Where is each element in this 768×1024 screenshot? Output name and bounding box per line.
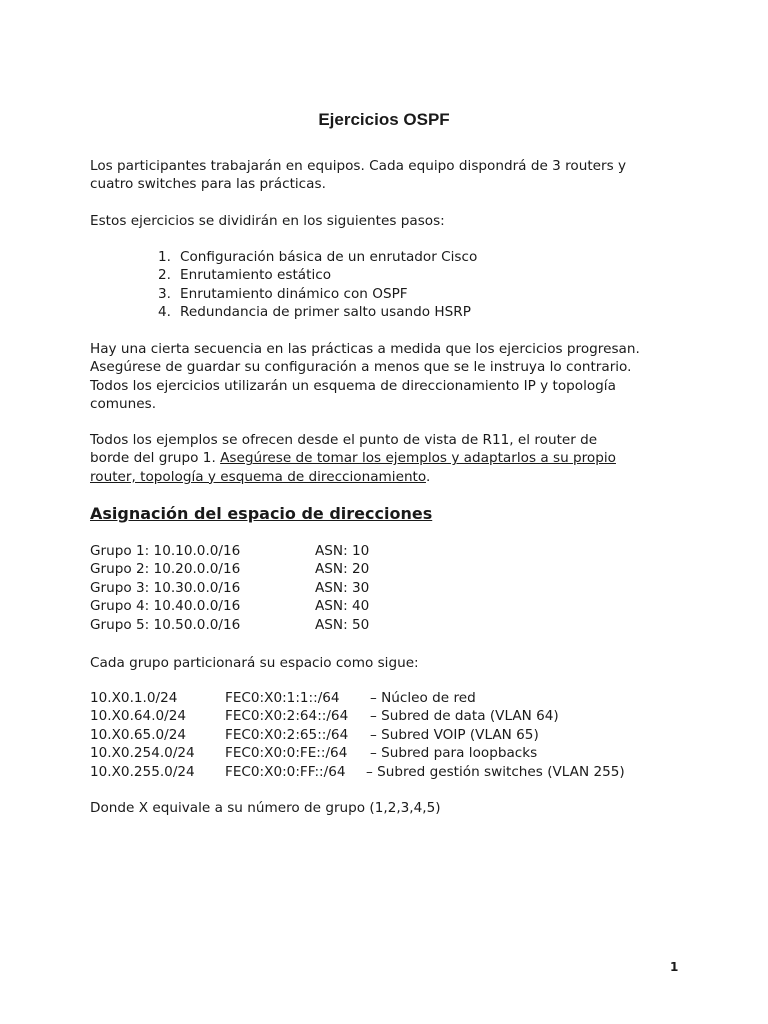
group-label: Grupo 3: 10.30.0.0/16 xyxy=(90,579,241,596)
subnet-description: – Subred gestión switches (VLAN 255) xyxy=(366,763,625,780)
examples-text: borde del grupo 1. xyxy=(90,450,221,467)
ipv6-prefix: FEC0:X0:1:1::/64 xyxy=(225,690,340,706)
page-number: 1 xyxy=(670,960,679,974)
ipv6-prefix: FEC0:X0:2:64::/64 xyxy=(225,708,349,725)
examples-line xyxy=(90,449,690,467)
group-label: Grupo 1: 10.10.0.0/16 xyxy=(90,543,241,559)
list-item xyxy=(158,285,477,303)
sequence-line: Hay una cierta secuencia en las prácticas a medida que los ejercicios progresan. xyxy=(90,341,640,357)
ipv4-prefix: 10.X0.64.0/24 xyxy=(90,708,187,725)
intro-line: cuatro switches para las prácticas. xyxy=(90,176,326,193)
ipv6-prefix: FEC0:X0:0:FF::/64 xyxy=(225,763,346,780)
group-label: Grupo 2: 10.20.0.0/16 xyxy=(90,561,241,578)
subnet-description: – Subred VOIP (VLAN 65) xyxy=(370,726,539,743)
step-number: 1. xyxy=(158,249,171,265)
group-label: Grupo 5: 10.50.0.0/16 xyxy=(90,616,241,633)
steps-intro xyxy=(90,212,690,230)
sequence-paragraph xyxy=(90,340,690,414)
page-title: Ejercicios OSPF xyxy=(318,110,450,129)
ipv6-prefix: FEC0:X0:0:FE::/64 xyxy=(225,745,348,762)
ipv4-prefix: 10.X0.65.0/24 xyxy=(90,726,187,743)
group-label: Grupo 4: 10.40.0.0/16 xyxy=(90,598,241,615)
partition-intro-text: Cada grupo particionará su espacio como sigue: xyxy=(90,655,419,671)
group-asn: ASN: 10 xyxy=(315,543,370,559)
intro-line: Los participantes trabajarán en equipos. Cada equipo dispondrá de 3 routers y xyxy=(90,158,627,174)
section-heading: Asignación del espacio de direcciones xyxy=(90,504,433,523)
group-asn: ASN: 40 xyxy=(315,598,370,615)
sequence-line: Asegúrese de guardar su configuración a menos que se le instruya lo contrario. xyxy=(90,359,632,376)
sequence-line: comunes. xyxy=(90,396,157,413)
examples-text: . xyxy=(425,468,431,485)
group-asn: ASN: 30 xyxy=(315,579,370,596)
list-item xyxy=(158,266,477,284)
examples-paragraph xyxy=(90,431,690,486)
intro-paragraph xyxy=(90,157,690,194)
examples-underlined-text: router, topología y esquema de direccionamiento xyxy=(90,468,426,485)
step-text: Enrutamiento dinámico con OSPF xyxy=(180,285,408,302)
footnote xyxy=(90,799,690,817)
ipv4-prefix: 10.X0.255.0/24 xyxy=(90,763,195,780)
steps-list xyxy=(158,248,477,322)
subnet-description: – Subred para loopbacks xyxy=(370,745,538,762)
subnet-description: – Subred de data (VLAN 64) xyxy=(370,708,559,725)
partition-intro xyxy=(90,654,690,672)
step-number: 2. xyxy=(158,267,171,284)
examples-underlined-text: Asegúrese de tomar los ejemplos y adaptarlos a su propio xyxy=(220,450,616,467)
steps-intro-text: Estos ejercicios se dividirán en los siguientes pasos: xyxy=(90,213,445,229)
group-asn: ASN: 50 xyxy=(315,616,370,633)
ipv6-prefix: FEC0:X0:2:65::/64 xyxy=(225,726,349,743)
examples-line: Todos los ejemplos se ofrecen desde el punto de vista de R11, el router de xyxy=(90,432,598,448)
step-number: 4. xyxy=(158,304,171,321)
ipv4-prefix: 10.X0.254.0/24 xyxy=(90,745,195,762)
group-asn: ASN: 20 xyxy=(315,561,370,578)
list-item xyxy=(158,303,477,321)
examples-line xyxy=(90,468,690,486)
step-text: Configuración básica de un enrutador Cisco xyxy=(180,249,478,265)
step-number: 3. xyxy=(158,285,171,302)
list-item xyxy=(158,248,477,266)
subnet-description: – Núcleo de red xyxy=(370,690,476,706)
step-text: Redundancia de primer salto usando HSRP xyxy=(180,304,471,321)
ipv4-prefix: 10.X0.1.0/24 xyxy=(90,690,178,706)
footnote-text: Donde X equivale a su número de grupo (1,2,3,4,5) xyxy=(90,800,441,816)
step-text: Enrutamiento estático xyxy=(180,267,332,284)
sequence-line: Todos los ejercicios utilizarán un esquema de direccionamiento IP y topología xyxy=(90,377,616,394)
